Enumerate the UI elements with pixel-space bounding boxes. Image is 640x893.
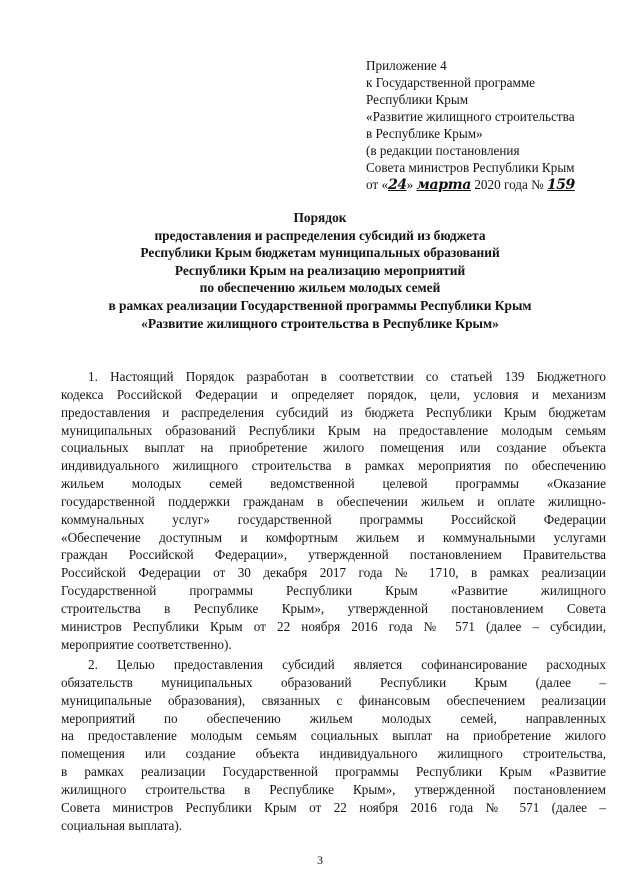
paragraph-line: индивидуального жилищного строительства в рамках мероприятия по обеспечению [61,458,606,474]
paragraph-2 [61,656,606,834]
paragraph-line: 2. Целью предоставления субсидий является софинансирование расходных [88,657,606,672]
paragraph-line: государственной поддержки гражданам в обеспечении жильем и оплате жилищно- [61,493,606,509]
paragraph-line: обязательств муниципальных образований Республики Крым (далее – [61,674,606,690]
title-line: в рамках реализации Государственной программы Республики Крым [108,297,532,313]
appendix-line: (в редакции постановления [366,143,520,158]
paragraph-line: на предоставление молодым семьям социальных выплат на приобретение жилого [61,728,606,744]
paragraph-line: мероприятие соответственно). [61,636,232,652]
paragraph-line: «Обеспечение доступным и комфортным жильем и коммунальными услугами [61,529,606,545]
handwritten-number: 159 [547,177,575,193]
paragraph-line: жилищного строительства в Республике Крым», утвержденной постановлением [61,781,606,797]
appendix-date-line [366,176,628,194]
paragraph-line: 1. Настоящий Порядок разработан в соответствии со статьей 139 Бюджетного [88,369,606,384]
paragraph-line: предоставления и распределения субсидий из бюджета Республики Крым бюджетам [61,404,606,420]
paragraph-line: мероприятий по обеспечению жильем молодых семей, направленных [61,710,606,726]
date-quote-close: » [406,177,414,192]
title-line: Порядок [293,210,347,225]
paragraph-line: граждан Российской Федерации», утвержденной постановлением Правительства [61,547,606,563]
appendix-line: к Государственной программе [366,75,536,90]
paragraph-1 [61,368,606,654]
paragraph-line: министров Республики Крым от 22 ноября 2016 года № 571 (далее – субсидии, [61,618,606,634]
paragraph-line: Российской Федерации от 30 декабря 2017 года № 1710, в рамках реализации [61,565,606,581]
paragraph-line: муниципальные образования), связанных с финансовым обеспечением реализации [61,692,606,708]
appendix-header [366,57,628,194]
paragraph-line: строительства в Республике Крым», утвержденной постановлением Совета [61,600,606,616]
paragraph-line: кодекса Российской Федерации и определяет порядок, цели, условия и механизм [61,386,606,402]
appendix-line: «Развитие жилищного строительства [366,109,575,124]
handwritten-month: марта [416,177,472,193]
appendix-line: Совета министров Республики Крым [366,160,575,175]
paragraph-line: Совета министров Республики Крым от 22 ноября 2016 года № 571 (далее – [61,799,606,815]
title-line: предоставления и распределения субсидий из бюджета [154,227,486,243]
appendix-line: Приложение 4 [366,58,447,73]
title-line: Республики Крым на реализацию мероприятий [174,262,466,278]
paragraph-line: в рамках реализации Государственной программы Республики Крым «Развитие [61,764,606,780]
title-line: Республики Крым бюджетам муниципальных образований [140,245,500,261]
paragraph-line: Государственной программы Республики Крым «Развитие жилищного [61,583,606,599]
title-line: по обеспечению жильем молодых семей [199,280,441,296]
paragraph-line: коммунальных услуг» государственной программы Российской Федерации [61,511,606,527]
paragraph-line: социальная выплата). [61,817,183,833]
paragraph-line: помещения или создание объекта индивидуального жилищного строительства, [61,746,606,762]
date-year: 2020 года № [471,177,544,192]
paragraph-line: жильем молодых семей ведомственной целевой программы «Оказание [61,476,606,492]
appendix-line: в Республике Крым» [366,126,483,141]
paragraph-line: социальных выплат на приобретение жилого помещения или создание объекта [61,440,606,456]
document-title [40,209,600,332]
title-line: «Развитие жилищного строительства в Республике Крым» [141,315,499,331]
handwritten-day: 24 [388,177,407,193]
appendix-line: Республики Крым [366,92,469,107]
page-number: 3 [317,853,323,867]
paragraph-line: муниципальных образований Республики Крым на предоставление молодым семьям [61,422,606,438]
date-prefix: от « [366,177,389,192]
